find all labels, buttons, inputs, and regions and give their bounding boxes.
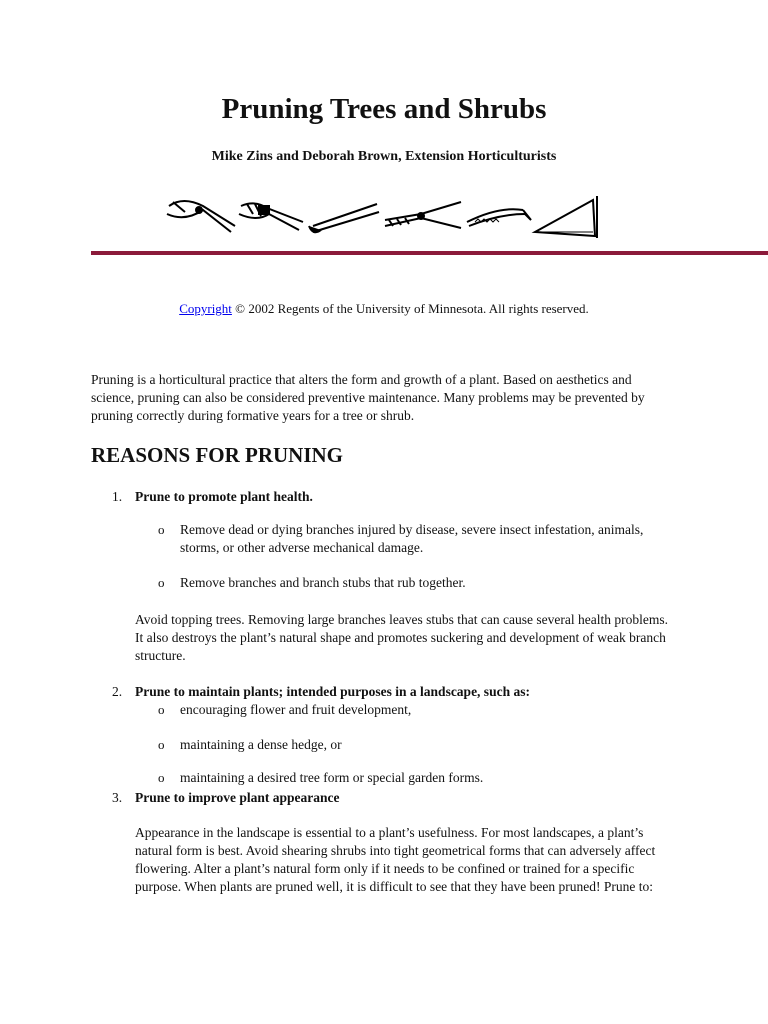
page-title: Pruning Trees and Shrubs [221,93,547,125]
bullet-marker: o [158,770,165,785]
lopper-icon [309,204,379,232]
copyright-year: 2002 [248,301,275,316]
list-number: 1. [112,489,123,504]
list-item: encouraging flower and fruit development, [180,702,412,717]
bullet-marker: o [158,702,165,717]
copyright-text: Regents of the University of Minnesota. All rights reserved. [277,301,589,316]
pruning-tools-illustration [163,192,603,240]
list-item: maintaining a dense hedge, or [180,737,342,752]
item-note: Avoid topping trees. Removing large branches leaves stubs that can cause several health problems. It also destroys the plant’s natural shape and promotes suckering and development of weak branch structure. [135,612,668,663]
list-number: 2. [112,684,123,699]
list-item: Remove dead or dying branches injured by disease, severe insect infestation, animals, storms, or other adverse mechanical damage. [180,522,644,555]
list-number: 3. [112,790,123,805]
copyright-line [0,301,768,317]
copyright-link[interactable]: Copyright [179,301,232,316]
bow-saw-icon [535,196,597,238]
item-note: Appearance in the landscape is essential to a plant’s usefulness. For most landscapes, a plant’s natural form is best. Avoid shearing shrubs into tight geometrical forms that can adversely affect flowering. Alter a plant’s natural form only if it needs to be confined or trained for a specific purpose. When plants are pruned well, it is difficult to see that they have been pruned! Prune to: [135,825,656,894]
list-item: maintaining a desired tree form or special garden forms. [180,770,484,785]
bullet-marker: o [158,522,165,537]
section-heading: REASONS FOR PRUNING [91,443,344,467]
bullet-marker: o [158,737,165,752]
pruning-saw-icon [467,209,531,226]
list-item-title: Prune to promote plant health. [135,489,313,504]
bullet-marker: o [158,575,165,590]
intro-paragraph: Pruning is a horticultural practice that alters the form and growth of a plant. Based on aesthetics and science, pruning can also be considered preventive maintenance. Many problems may be prevented by pruning correctly during formative years for a tree or shrub. [91,372,645,423]
list-item: Remove branches and branch stubs that rub together. [180,575,466,590]
hedge-shear-icon [385,202,461,228]
authors: Mike Zins and Deborah Brown, Extension Horticulturists [211,149,557,164]
list-item-title: Prune to improve plant appearance [135,790,340,805]
list-item-title: Prune to maintain plants; intended purposes in a landscape, such as: [135,684,530,699]
divider-rule [91,251,768,255]
copyright-symbol: © [235,301,246,316]
anvil-pruner-icon [239,203,303,230]
bypass-pruner-icon [167,201,235,232]
